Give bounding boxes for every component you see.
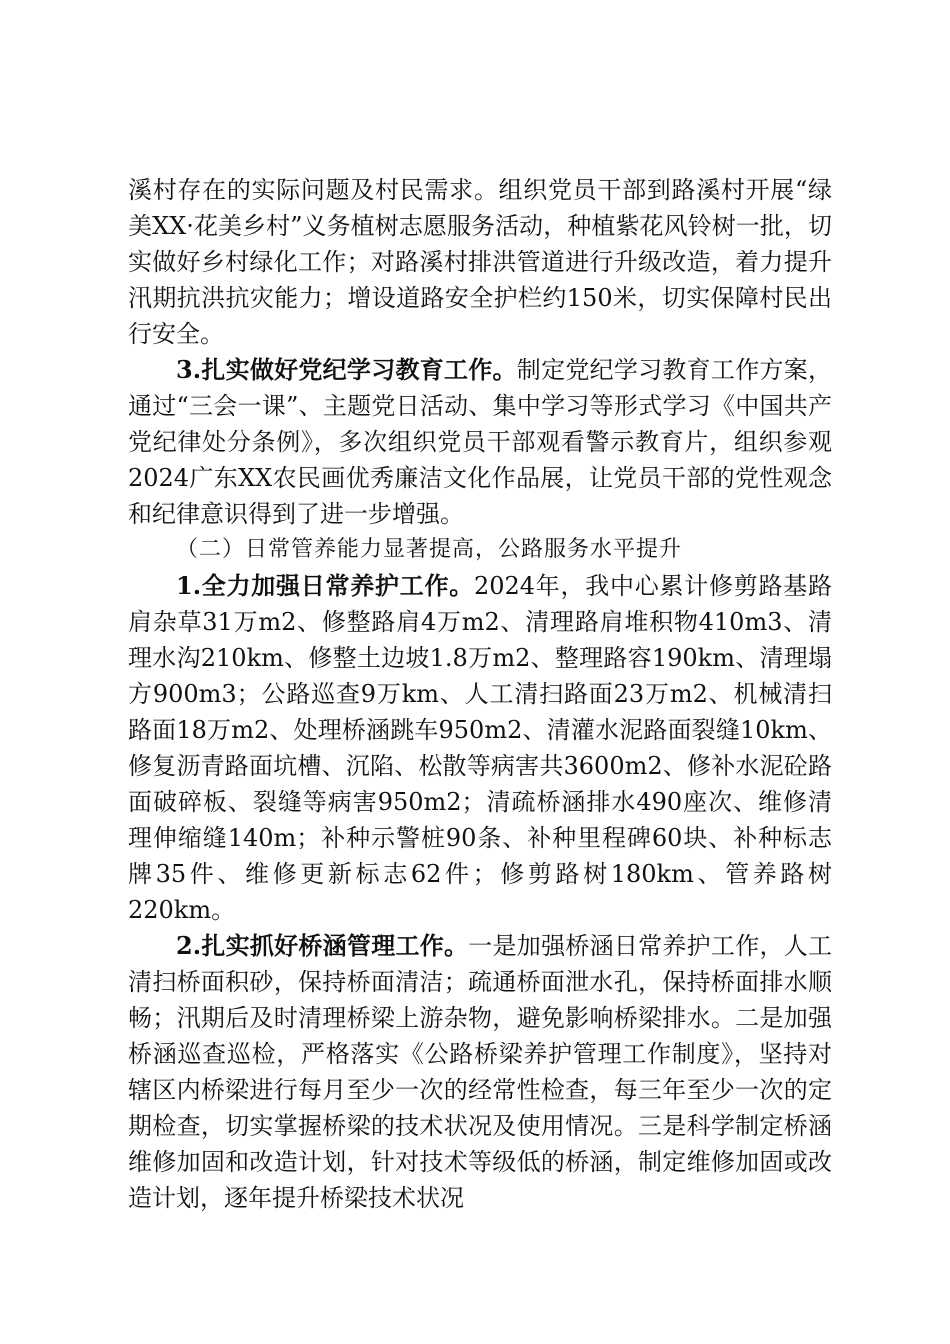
paragraph-lead-heading: 2.扎实抓好桥涵管理工作。 [176,931,469,960]
paragraph-text: 溪村存在的实际问题及村民需求。组织党员干部到路溪村开展“绿美XX·花美乡村”义务植树志愿服务活动，种植紫花风铃树一批，切实做好乡村绿化工作；对路溪村排洪管道进行升级改造，着力提升汛期抗洪抗灾能力；增设道路安全护栏约150米，切实保障村民出行安全。 [128,176,832,348]
paragraph-text: 2024年，我中心累计修剪路基路肩杂草31万m2、修整路肩4万m2、清理路肩堆积物410m3、清理水沟210km、修整土边坡1.8万m2、整理路容190km、清理塌方900m3；公路巡查9万km、人工清扫路面23万m2、机械清扫路面18万m2、处理桥涵跳车950m2、清灌水泥路面裂缝10km、修复沥青路面坑槽、沉陷、松散等病害共3600m2、修补水泥砼路面破碎板、裂缝等病害950m2；清疏桥涵排水490座次、维修清理伸缩缝140m；补种示警桩90条、补种里程碑60块、补种标志牌35件、维修更新标志62件；修剪路树180km、管养路树220km。 [128,572,832,924]
paragraph-lead-heading: 1.全力加强日常养护工作。 [176,571,474,600]
paragraph-discipline-education [128,352,832,532]
section-heading: （二）日常管养能力显著提高，公路服务水平提升 [176,537,683,562]
paragraph-text: 制定党纪学习教育工作方案，通过“三会一课”、主题党日活动、集中学习等形式学习《中国共产党纪律处分条例》，多次组织党员干部观看警示教育片，组织参观2024广东XX农民画优秀廉洁文化作品展，让党员干部的党性观念和纪律意识得到了进一步增强。 [128,356,832,528]
paragraph-daily-maintenance [128,568,832,928]
paragraph-bridge-management [128,928,832,1216]
paragraph-lead-heading: 3.扎实做好党纪学习教育工作。 [176,355,517,384]
paragraph-village-work [128,172,832,352]
document-page [128,172,832,1216]
paragraph-text: 一是加强桥涵日常养护工作，人工清扫桥面积砂，保持桥面清洁；疏通桥面泄水孔，保持桥面排水顺畅；汛期后及时清理桥梁上游杂物，避免影响桥梁排水。二是加强桥涵巡查巡检，严格落实《公路桥梁养护管理工作制度》，坚持对辖区内桥梁进行每月至少一次的经常性检查，每三年至少一次的定期检查，切实掌握桥梁的技术状况及使用情况。三是科学制定桥涵维修加固和改造计划，针对技术等级低的桥涵，制定维修加固或改造计划，逐年提升桥梁技术状况 [128,932,833,1212]
